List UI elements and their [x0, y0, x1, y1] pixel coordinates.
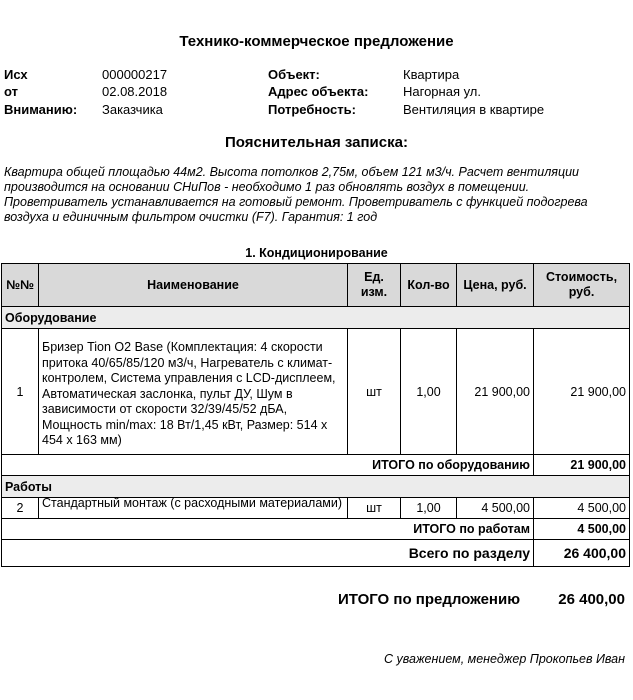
section-total-value: 26 400,00 [534, 540, 630, 567]
value-need: Вентиляция в квартире [403, 102, 545, 117]
col-header-num: №№ [2, 264, 39, 307]
col-header-cost: Стоимость, руб. [534, 264, 630, 307]
equipment-total-label: ИТОГО по оборудованию [2, 455, 534, 476]
value-attention: Заказчика [102, 102, 163, 117]
row-unit: шт [348, 329, 401, 455]
row-unit: шт [348, 498, 401, 519]
note-text: Квартира общей площадью 44м2. Высота потолков 2,75м, объем 121 м3/ч. Расчет вентиляции производится на основании СНиПов - необходимо 1 раз обновлять воздух в помещении. Проветриватель устанавливается на готовый ремонт. Проветриватель с функцией подогрева воздуха и единичным фильтром очистки (F7). Гарантия: 1 год [4, 165, 588, 224]
row-name: Стандартный монтаж (с расходными материалами) [42, 496, 343, 510]
row-num: 2 [2, 498, 39, 519]
equipment-total-row [2, 455, 630, 476]
group-row-equipment [2, 307, 630, 329]
grand-total-value: 26 400,00 [558, 591, 625, 608]
col-header-name: Наименование [39, 264, 348, 307]
col-header-price: Цена, руб. [457, 264, 534, 307]
col-header-unit: Ед. изм. [348, 264, 401, 307]
value-date: 02.08.2018 [102, 84, 168, 99]
group-row-works [2, 476, 630, 498]
label-need: Потребность: [268, 102, 356, 117]
document-title: Технико-коммерческое предложение [179, 33, 454, 50]
col-header-qty: Кол-во [401, 264, 457, 307]
grand-total-label: ИТОГО по предложению [338, 591, 521, 608]
table-header-row [2, 264, 630, 307]
row-price: 4 500,00 [457, 498, 534, 519]
works-total-value: 4 500,00 [534, 519, 630, 540]
section-title: 1. Кондиционирование [245, 246, 388, 260]
label-outgoing: Исх [4, 67, 28, 82]
row-price: 21 900,00 [457, 329, 534, 455]
works-total-label: ИТОГО по работам [2, 519, 534, 540]
signature: С уважением, менеджер Прокопьев Иван [384, 652, 625, 666]
note-title: Пояснительная записка: [225, 134, 408, 151]
value-address: Нагорная ул. [403, 84, 482, 99]
label-address: Адрес объекта: [268, 84, 369, 99]
equipment-total-value: 21 900,00 [534, 455, 630, 476]
label-object: Объект: [268, 67, 320, 82]
spec-table [1, 263, 630, 567]
row-cost: 4 500,00 [534, 498, 630, 519]
value-outgoing: 000000217 [102, 67, 168, 82]
group-label: Работы [2, 476, 630, 498]
value-object: Квартира [403, 67, 460, 82]
label-attention: Вниманию: [4, 102, 78, 117]
table-row [2, 329, 630, 455]
section-total-row [2, 540, 630, 567]
works-total-row [2, 519, 630, 540]
group-label: Оборудование [2, 307, 630, 329]
table-row [2, 498, 630, 519]
row-cost: 21 900,00 [534, 329, 630, 455]
row-name-cell [39, 498, 348, 519]
row-qty: 1,00 [401, 329, 457, 455]
row-num: 1 [2, 329, 39, 455]
section-total-label: Всего по разделу [2, 540, 534, 567]
row-qty: 1,00 [401, 498, 457, 519]
row-name: Бризер Tion O2 Base (Комплектация: 4 скорости притока 40/65/85/120 м3/ч, Нагреватель с климат-контролем, Система управления с LCD-дисплеем, Автоматическая заслонка, пульт ДУ, Шум в зависимости от скорости 32/39/45/52 дБА, Мощность min/max: 18 Вт/1,45 кВт, Размер: 514 х 454 х 163 мм) [39, 329, 348, 455]
label-date: от [4, 84, 18, 99]
